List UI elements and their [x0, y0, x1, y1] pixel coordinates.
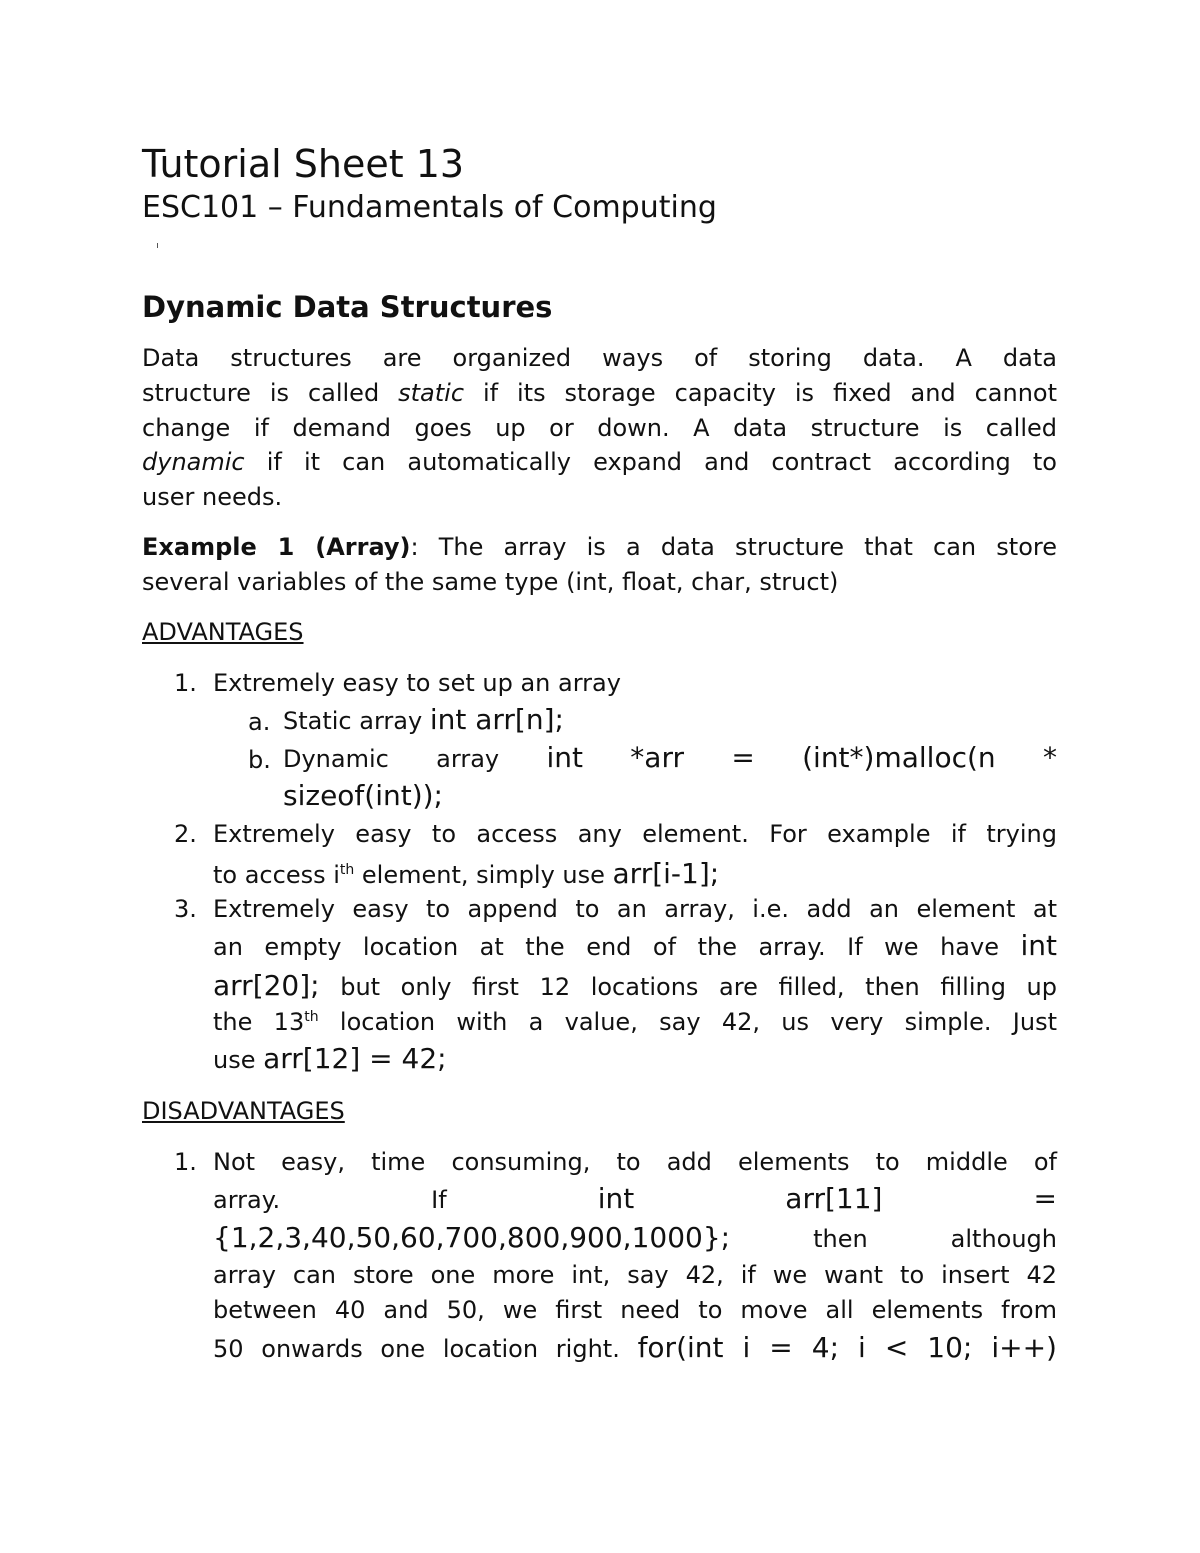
advantage-1-text: Extremely easy to set up an array	[213, 669, 621, 697]
word: array	[436, 745, 500, 773]
advantages-heading: ADVANTAGES	[142, 618, 304, 646]
code-snippet: int	[546, 741, 583, 774]
code-snippet: *arr	[630, 741, 684, 774]
intro-text: structure is called	[142, 379, 399, 407]
text: the 13	[213, 1008, 305, 1036]
example-text: : The array is a data structure that can store	[410, 533, 1057, 561]
section-heading: Dynamic Data Structures	[142, 290, 553, 324]
term-dynamic: dynamic	[142, 448, 245, 476]
list-number: 2.	[174, 820, 197, 848]
text: location with a value, say 42, us very simple. Just	[318, 1008, 1057, 1036]
code-snippet: int	[597, 1182, 635, 1215]
disadvantage-1-line-2	[213, 1182, 1057, 1215]
code-snippet: int	[1020, 929, 1057, 962]
advantage-1a	[283, 703, 564, 736]
disadvantage-1-line-5: between 40 and 50, we first need to move all elements from	[213, 1296, 1057, 1324]
code-snippet: =	[1033, 1182, 1057, 1215]
intro-line-2	[142, 379, 1057, 407]
stray-mark	[157, 243, 158, 248]
example-label: Example 1 (Array)	[142, 533, 411, 561]
text: then although	[730, 1225, 1057, 1253]
text: but only first 12 locations are filled, then filling up	[319, 973, 1057, 1001]
advantage-3-line-3	[213, 969, 1057, 1002]
text: an empty location at the end of the array. If we have	[213, 933, 1021, 961]
example-line-1	[142, 533, 1057, 561]
intro-line-5: user needs.	[142, 483, 283, 511]
code-snippet: {1,2,3,40,50,60,700,800,900,1000};	[213, 1221, 731, 1254]
code-snippet: for(int i = 4; i < 10; i++)	[637, 1331, 1057, 1364]
disadvantage-1-line-3	[213, 1221, 1057, 1254]
example-line-2: several variables of the same type (int, float, char, struct)	[142, 568, 839, 596]
superscript: th	[304, 1009, 319, 1025]
disadvantages-heading: DISADVANTAGES	[142, 1097, 345, 1125]
text: to access i	[213, 861, 340, 889]
intro-line-4	[142, 448, 1057, 476]
list-number: 1.	[174, 669, 197, 697]
sublist-label: a.	[248, 708, 271, 736]
word: array.	[213, 1186, 281, 1214]
advantage-3-line-1: Extremely easy to append to an array, i.e. add an element at	[213, 895, 1057, 923]
code-snippet: arr[11]	[785, 1182, 883, 1215]
text: use	[213, 1046, 264, 1074]
text: 50 onwards one location right.	[213, 1335, 638, 1363]
code-snippet: (int*)malloc(n	[802, 741, 996, 774]
code-snippet: arr[i-1];	[612, 857, 720, 890]
intro-text: if it can automatically expand and contract according to	[244, 448, 1057, 476]
document-title: Tutorial Sheet 13	[142, 142, 465, 186]
list-number: 1.	[174, 1148, 197, 1176]
advantage-1b-line-1	[283, 741, 1057, 774]
superscript: th	[339, 862, 355, 878]
advantage-3-line-2	[213, 929, 1057, 962]
document-subtitle: ESC101 – Fundamentals of Computing	[142, 190, 717, 225]
term-static: static	[398, 379, 465, 407]
list-number: 3.	[174, 895, 197, 923]
disadvantage-1-line-4: array can store one more int, say 42, if we want to insert 42	[213, 1261, 1057, 1289]
word: If	[431, 1186, 447, 1214]
advantage-3-line-4	[213, 1008, 1057, 1036]
text: element, simply use	[354, 861, 613, 889]
disadvantage-1-line-1: Not easy, time consuming, to add elements to middle of	[213, 1148, 1057, 1176]
disadvantage-1-line-6	[213, 1331, 1057, 1364]
code-snippet: arr[20];	[213, 969, 320, 1002]
advantage-2-line-2	[213, 857, 719, 890]
code-snippet: *	[1042, 741, 1057, 774]
intro-line-3: change if demand goes up or down. A data structure is called	[142, 414, 1057, 442]
code-snippet: =	[731, 741, 755, 774]
intro-text: if its storage capacity is fixed and cannot	[464, 379, 1057, 407]
sublist-label: b.	[248, 746, 271, 774]
advantage-3-line-5	[213, 1042, 447, 1075]
sub-text: Static array	[283, 707, 430, 735]
intro-line-1: Data structures are organized ways of storing data. A data	[142, 344, 1057, 372]
advantage-1b-line-2: sizeof(int));	[283, 779, 443, 812]
word: Dynamic	[283, 745, 389, 773]
advantage-2-line-1: Extremely easy to access any element. For example if trying	[213, 820, 1057, 848]
code-snippet: arr[12] = 42;	[263, 1042, 447, 1075]
code-snippet: int arr[n];	[429, 703, 564, 736]
